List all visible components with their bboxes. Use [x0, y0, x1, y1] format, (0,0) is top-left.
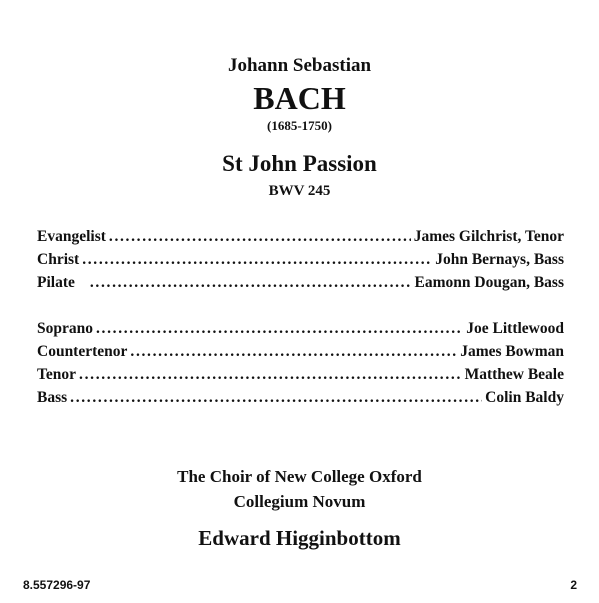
role-label: Evangelist — [37, 228, 106, 245]
dot-leader — [109, 227, 411, 246]
work-title: St John Passion — [222, 151, 377, 176]
catalogue-number-bwv: BWV 245 — [268, 183, 331, 199]
conductor-name: Edward Higginbottom — [198, 526, 401, 550]
performer-name: Colin Baldy — [485, 389, 564, 406]
performer-name: James Gilchrist, Tenor — [413, 228, 564, 245]
choir-name: The Choir of New College Oxford — [177, 467, 422, 486]
role-label: Christ — [37, 251, 80, 268]
soloist-row — [37, 250, 564, 269]
performer-name: Joe Littlewood — [466, 320, 564, 337]
performer-name: Eamonn Dougan, Bass — [414, 274, 564, 291]
role-label: Bass — [37, 389, 68, 406]
dot-leader — [79, 365, 462, 384]
soloist-row — [37, 273, 564, 292]
performer-name: Matthew Beale — [464, 366, 564, 383]
voice-row — [37, 388, 564, 407]
soloist-row — [37, 227, 564, 246]
role-label: Tenor — [37, 366, 77, 383]
voice-row — [37, 319, 564, 338]
voice-row — [37, 365, 564, 384]
dot-leader — [90, 273, 412, 292]
orchestra-name: Collegium Novum — [233, 492, 366, 511]
performer-name: John Bernays, Bass — [435, 251, 564, 268]
dot-leader — [70, 388, 482, 407]
composer-surname: BACH — [253, 80, 346, 116]
dot-leader — [96, 319, 463, 338]
composer-dates: (1685-1750) — [267, 118, 332, 133]
role-label: Pilate — [37, 274, 75, 291]
page-number: 2 — [570, 578, 577, 592]
composer-first-name: Johann Sebastian — [227, 55, 372, 76]
dot-leader — [82, 250, 432, 269]
performer-name: James Bowman — [460, 343, 564, 360]
catalogue-number: 8.557296-97 — [23, 578, 91, 592]
role-label: Countertenor — [37, 343, 128, 360]
dot-leader — [130, 342, 457, 361]
voice-row — [37, 342, 564, 361]
role-label: Soprano — [37, 320, 93, 337]
